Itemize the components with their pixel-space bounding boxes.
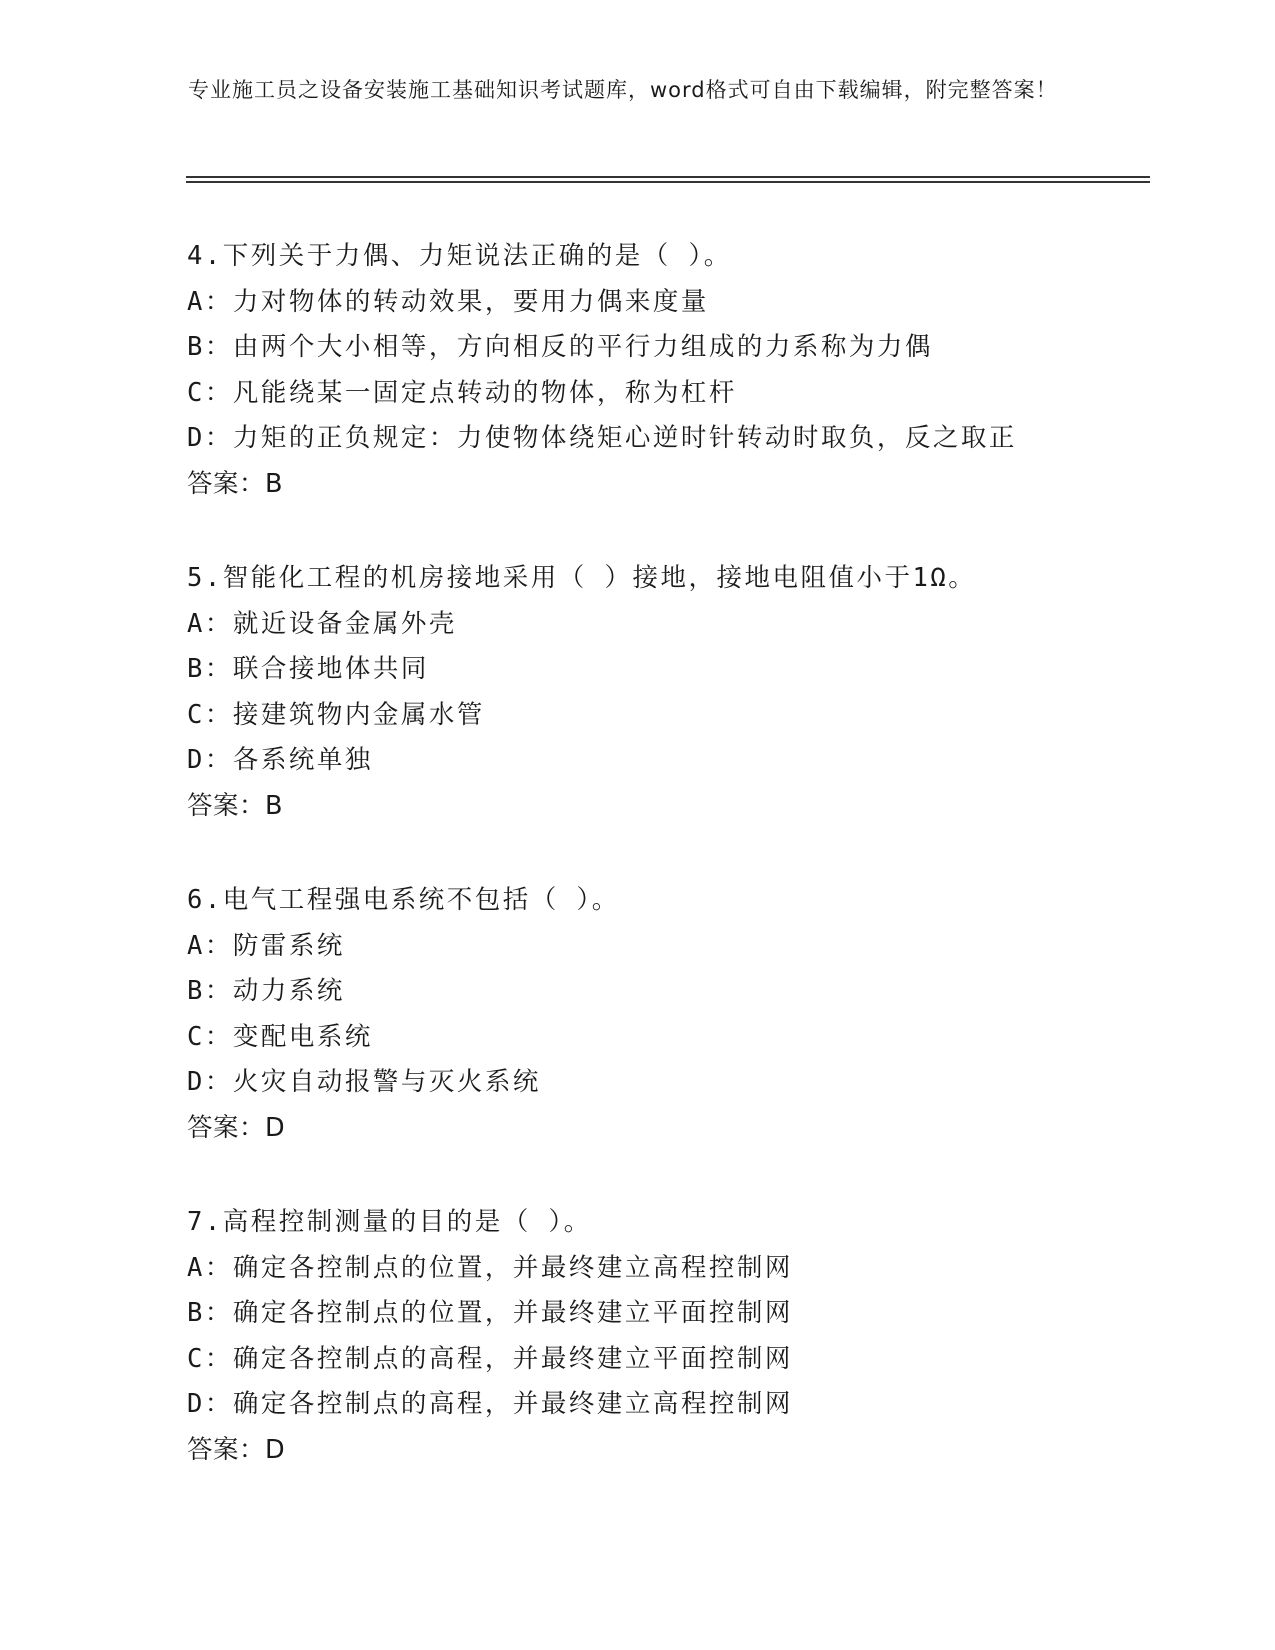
question-6 (187, 878, 1147, 1151)
option-c: C：变配电系统 (187, 1021, 373, 1052)
answer-line: 答案：B (187, 790, 283, 821)
option-b: B：联合接地体共同 (187, 654, 429, 684)
answer-line: 答案：D (187, 1112, 286, 1143)
option-d: D：火灾自动报警与灭火系统 (187, 1067, 541, 1097)
question-stem: 6.电气工程强电系统不包括（ ）。 (187, 885, 620, 915)
question-list (187, 234, 1147, 1522)
option-c: C：确定各控制点的高程，并最终建立平面控制网 (187, 1343, 793, 1374)
option-b: B：由两个大小相等，方向相反的平行力组成的力系称为力偶 (187, 332, 933, 362)
question-stem: 4.下列关于力偶、力矩说法正确的是（ ）。 (187, 241, 732, 271)
option-a: A：防雷系统 (187, 930, 345, 961)
question-stem: 5.智能化工程的机房接地采用（ ）接地，接地电阻值小于1Ω。 (187, 563, 977, 593)
option-a: A：力对物体的转动效果，要用力偶来度量 (187, 286, 709, 317)
question-5 (187, 556, 1147, 829)
question-stem: 7.高程控制测量的目的是（ ）。 (187, 1207, 592, 1237)
option-b: B：动力系统 (187, 976, 345, 1006)
question-4 (187, 234, 1147, 507)
option-c: C：凡能绕某一固定点转动的物体，称为杠杆 (187, 377, 737, 408)
header-rule-bottom (186, 181, 1150, 183)
option-c: C：接建筑物内金属水管 (187, 699, 485, 730)
option-d: D：确定各控制点的高程，并最终建立高程控制网 (187, 1389, 793, 1419)
option-d: D：力矩的正负规定：力使物体绕矩心逆时针转动时取负，反之取正 (187, 423, 1017, 453)
option-b: B：确定各控制点的位置，并最终建立平面控制网 (187, 1298, 793, 1328)
question-7 (187, 1200, 1147, 1473)
option-d: D：各系统单独 (187, 745, 373, 775)
option-a: A：就近设备金属外壳 (187, 608, 457, 639)
answer-line: 答案：B (187, 468, 283, 499)
option-a: A：确定各控制点的位置，并最终建立高程控制网 (187, 1252, 793, 1283)
answer-line: 答案：D (187, 1434, 286, 1465)
document-header: 专业施工员之设备安装施工基础知识考试题库，word格式可自由下载编辑，附完整答案！ (188, 78, 1058, 102)
header-rule-top (186, 176, 1150, 178)
